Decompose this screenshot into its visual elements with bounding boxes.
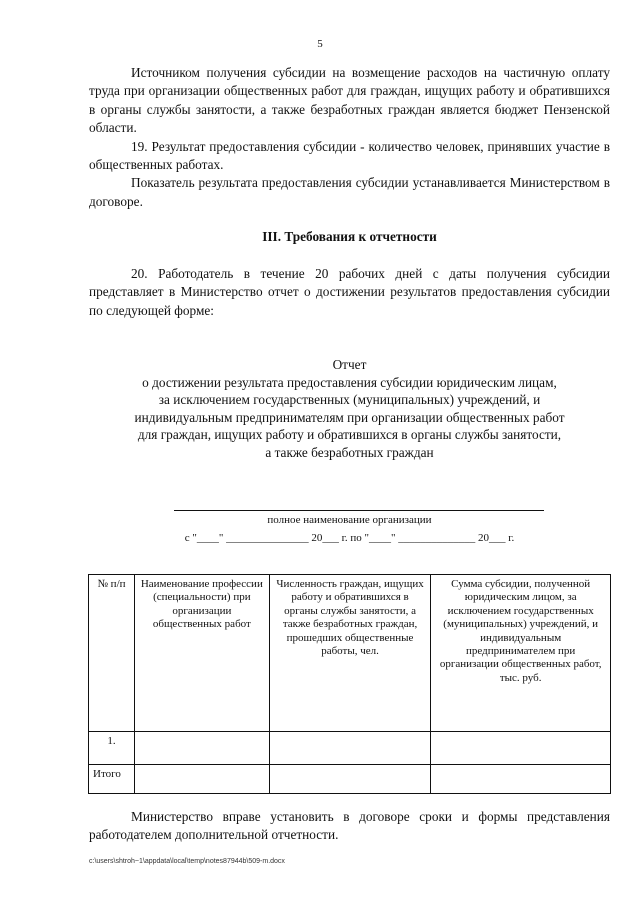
paragraph-20: 20. Работодатель в течение 20 рабочих дней с даты получения субсидии представляет в Министерство отчет о достижении результатов предоставления субсидии по следующей форме:	[89, 266, 610, 318]
table-header-cell: Численность граждан, ищущих работу и обратившихся в органы службы занятости, а также безработных граждан, прошедших общественные работы, чел.	[269, 575, 431, 732]
table-cell	[431, 765, 611, 794]
paragraph-funding-source: Источником получения субсидии на возмещение расходов на частичную оплату труда при организации общественных работ для граждан, ищущих работу и обратившихся в органы службы занятости, а также безработных граждан является бюджет Пензенской области.	[89, 65, 610, 136]
report-table	[88, 574, 611, 794]
body-text-20	[89, 265, 610, 320]
org-name-caption: полное наименование организации	[267, 514, 432, 526]
report-period-line: с "____" _______________ 20___ г. по "____" ______________ 20___ г.	[184, 532, 515, 544]
table-row	[89, 765, 611, 794]
table-cell	[431, 732, 611, 765]
report-subtitle-line: для граждан, ищущих работу и обратившихся в органы службы занятости,	[137, 427, 562, 443]
paragraph-indicator: Показатель результата предоставления субсидии устанавливается Министерством в договоре.	[89, 175, 610, 209]
page-number: 5	[317, 38, 323, 50]
table-cell	[134, 765, 269, 794]
report-subtitle-line: за исключением государственных (муниципальных) учреждений, и	[158, 392, 541, 408]
table-header-cell: № п/п	[89, 575, 135, 732]
body-text-bottom	[89, 808, 610, 845]
table-header-cell: Сумма субсидии, полученной юридическим лицом, за исключением государственных (муниципальных) учреждений, и индивидуальным предпринимателем при организации общественных работ, тыс. руб.	[431, 575, 611, 732]
report-subtitle-line: а также безработных граждан	[265, 444, 434, 460]
table-header-row	[89, 575, 611, 732]
table-row	[89, 732, 611, 765]
table-cell: Итого	[89, 765, 135, 794]
paragraph-19: 19. Результат предоставления субсидии - количество человек, принявших участие в общественных работах.	[89, 138, 610, 173]
report-title: Отчет	[332, 357, 367, 372]
section-heading: III. Требования к отчетности	[262, 229, 437, 244]
body-text-top	[89, 64, 610, 211]
report-subtitle-line: о достижении результата предоставления субсидии юридическим лицам,	[142, 374, 557, 390]
file-path-footer: c:\users\shtroh~1\appdata\local\temp\notes87944b\509-m.docx	[89, 858, 285, 865]
report-title-block	[89, 356, 610, 462]
report-subtitle-line: индивидуальным предпринимателям при организации общественных работ	[134, 409, 565, 425]
table-cell	[269, 765, 431, 794]
table-cell: 1.	[89, 732, 135, 765]
org-name-underline	[174, 510, 544, 511]
table-cell	[269, 732, 431, 765]
table-cell	[134, 732, 269, 765]
table-header-cell: Наименование профессии (специальности) при организации общественных работ	[134, 575, 269, 732]
paragraph-additional-reporting: Министерство вправе установить в договоре сроки и формы представления работодателем дополнительной отчетности.	[89, 809, 610, 843]
